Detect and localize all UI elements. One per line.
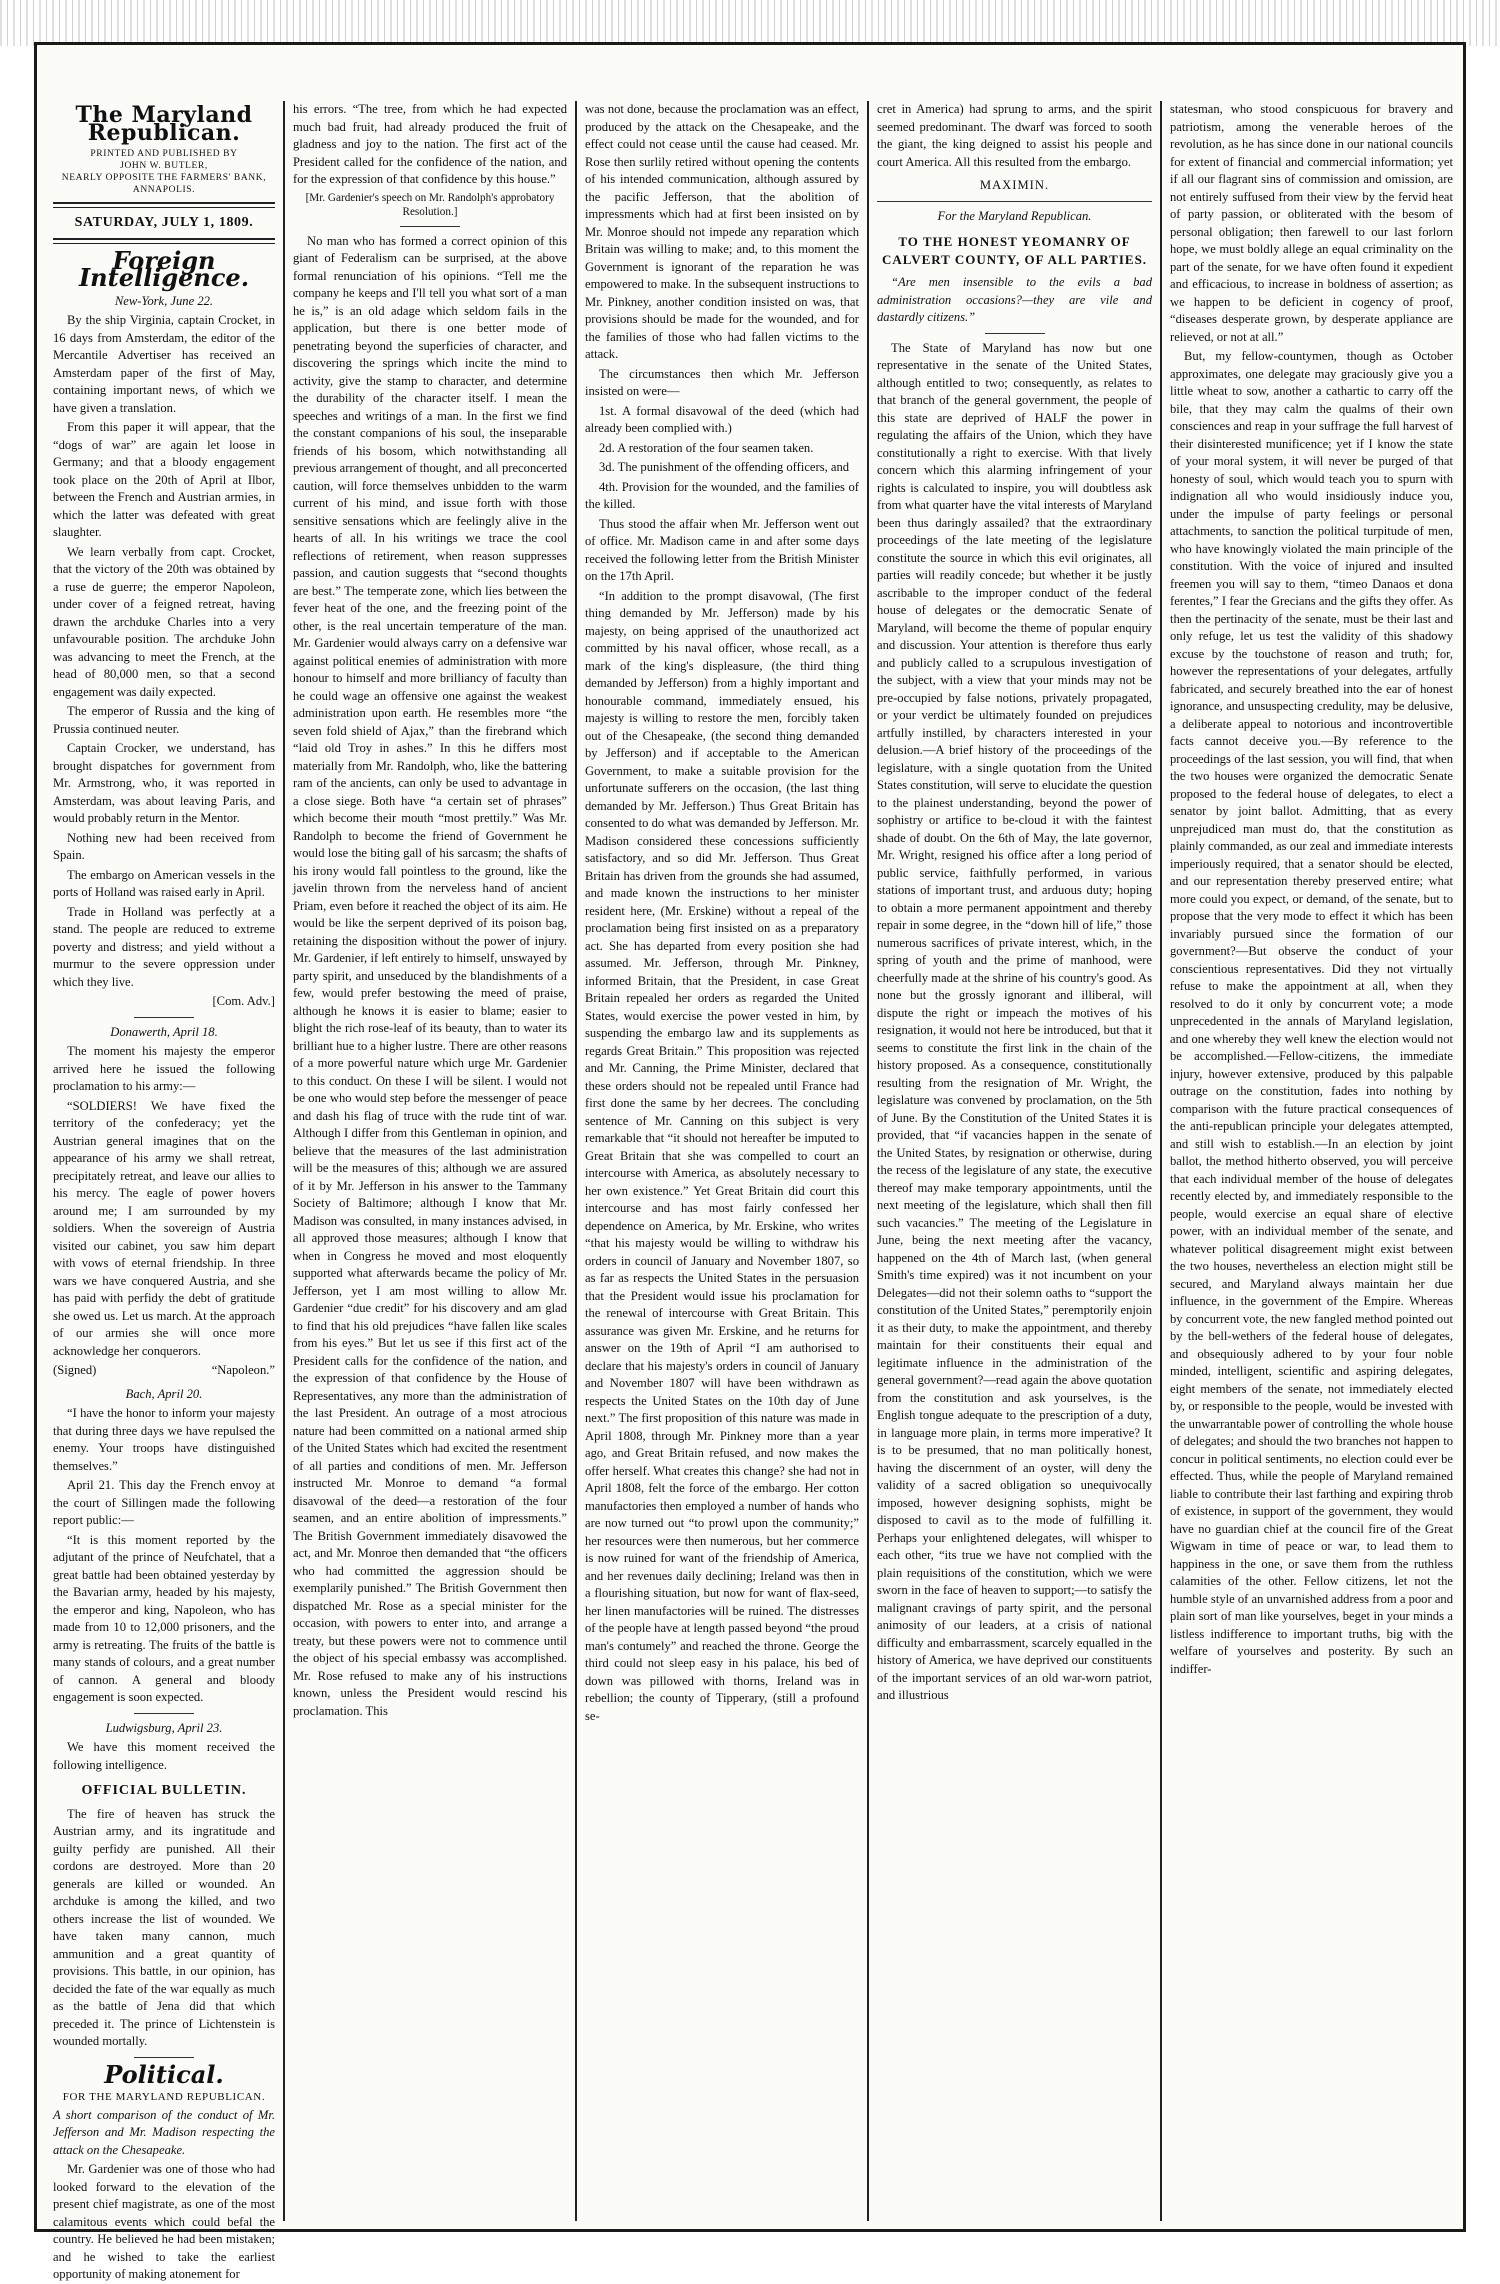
- speech-citation: [Mr. Gardenier's speech on Mr. Randolph's approbatory Resolution.]: [305, 191, 555, 218]
- paragraph: From this paper it will appear, that the “dogs of war” are again let loose in Germany; and that a bloody engagement took place on the 20th of April at Ilbor, between the French and Austrian armies, in which the latter was defeated with great slaughter.: [53, 420, 275, 539]
- paragraph: By the ship Virginia, captain Crocket, in 16 days from Amsterdam, the editor of the Mercantile Advertiser has received an Amsterdam paper of the first of May, containing important news, of which we have given a translation.: [53, 313, 275, 415]
- double-rule: [53, 238, 275, 244]
- paragraph: But, my fellow-countymen, though as October approximates, one delegate may graciously give you a little wheat to sow, another a cathartic to carry off the bile, that they may calm the qualms of their own consciences and reap in your suffrage the full harvest of their disinterested munificence; yet if I know the state of your moral system, it will never be purged of that honesty of soul, which would teach you to spurn with indignation all who would insidiously induce you, under the impulse of party feelings or personal attachments, to sanction the political turpitude of men, who have knowingly violated the main principle of the constitution. With the voice of injured and insulted freemen you will say to them, “timeo Danaos et dona ferentes,” I fear the Grecians and the gifts they offer. As then the pertinacity of the senate, must be their last and only refuge, let us test the validity of this shadowy excuse by the touchstone of reason and truth; for, however the representations of your delegates, artfully fabricated, and securely breathed into the ear of honest ignorance, and unsuspecting credulity, may be delusive, a deliberate appeal to notorious and incontrovertible facts cannot deceive you.—By reference to the proceedings of the last session, you will find, that when the two houses were organized the democratic Senate proposed to the federal house of delegates, to elect a senator by joint ballot. Admitting, that as every unprejudiced man must do, that the constitution as plainly commanded, as our zeal and immediate interests imperiously required, that a senator should be elected, and our representation thereby preserved entire; what more could you expect, or demand, of the senate, but to propose that the very mode to effect it which has been invariably pursued since the formation of our government?—But observe the conduct of your conscientious representatives. Did they not virtually refuse to make the appointment at all, when they resolved to do it only by concurrent vote; a mode unprecedented in the annals of Maryland legislation, and one whereby they well knew the election would not be accomplished.—Fellow-citizens, the immediate injury, however extensive, produced by this palpable outrage on the constitution, fades into nothing by comparison with the future practical consequences of the anti-republican principle your delegates attempted, and still wish to establish.—In an election by joint ballot, the method hitherto observed, you will perceive that each individual member of the house of delegates recently elected by, and immediately responsible to the people, would exercise an equal share of elective power, with an individual member of the senate, and whatever political disagreement might exist between the two houses, nevertheless an election might still be secured, and Maryland always maintain her due influence, in the government of the Empire. Whereas by concurrent vote, the new fangled method pointed out by the bell-wethers of the federal house of delegates, and obsequiously adhered to by your four noble minded, intelligent, scientific and aspiring delegates, eight members of the senate, not immediately elected by, or responsible to the people, would be invested with the unwarrantable power of controlling the whole house of delegates; and should the two branches not happen to concur in political sentiments, no election could ever be effected. Thus, while the people of Maryland remained liable to contribute their last farthing and expiring throb of existence, in support of the government, they would have no guardian chief at the council fire of the Great Wigwam in time of peace or war, to lead them to happiness in the one, or save them from the ruthless calamities of the other. Fellow citizens, let not the humble style of an unvarnished address from a poor and plain sort of man like yourselves, beget in your minds a listless indifference to important truths, big with the welfare of yourselves and posterity. By such an indiffer-: [1170, 349, 1453, 1676]
- paragraph: “I have the honor to inform your majesty that during three days we have repulsed the enemy. Your troops have distinguished themselves.”: [53, 1406, 275, 1473]
- paragraph: was not done, because the proclamation was an effect, produced by the attack on the Chesapeake, and the effect could not cease until the cause had ceased. Mr. Rose then surlily retired without opening the contents of his intended communication, although assured by the pacific Jefferson, that the abolition of impressments which had at first been insisted on by Mr. Monroe should not impede any reparation which Britain was willing to make; and, to this moment the Government is ignorant of the reparation he was empowered to make. In the subsequent instructions to Mr. Pinkney, another condition insisted on was, that provisions should be made for the wounded, and for the families of those who had fallen victims to the attack.: [585, 102, 859, 361]
- signed-label: (Signed): [53, 1363, 97, 1377]
- bulletin-heading: OFFICIAL BULLETIN.: [81, 1783, 247, 1798]
- double-rule: [53, 202, 275, 208]
- paragraph: We have this moment received the following intelligence.: [53, 1740, 275, 1772]
- paragraph: The circumstances then which Mr. Jefferson insisted on were—: [585, 366, 859, 398]
- paragraph: No man who has formed a correct opinion of this giant of Federalism can be surprised, at the above formal renunciation of his opinions. “Tell me the company he keeps and I'll tell you what sort of a man he is,” is an old adage which seldom fails in the application, but there is one better mode of penetrating beyond the superficies of character, and discovering the springs which incite the mind to activity, give the stamp to character, and determine the durability of the character itself. I mean the speeches and writings of a man. In the first we find the constant companions of his soul, the inseparable friends of his bosom, which notwithstanding all previous arrangement of thought, and all preconcerted caution, will force themselves unbidden to the warm current of his mind, and issue forth with those sensitive sensations which are feelingly alive in the hearts of all. In his writings we trace the cool reflections of retirement, when reason suppresses passion, and caution suggests that “second thoughts are best.” The temperate zone, which lies between the fever heat of the one, and the freezing point of the other, is the real uncertain temperature of the man. Mr. Gardenier would always carry on a defensive war against political enemies of administration with more honour to himself and more brilliancy of faculty than he could wage an offensive one against the weakest administration upon earth. He resembles more “the seven fold shield of Ajax,” than the firebrand which “laid old Troy in ashes.” In this he differs most materially from Mr. Randolph, who, like the battering ram of the ancients, can only be used to advantage in a close siege. Both have “a certain set of phrases” which become their mouth “most prettily.” Was Mr. Randolph to become the friend of Government he would lose the biting gall of his sarcasm; the shafts of his irony would fall pointless to the ground, like the javelin thrown from the nerveless hand of ancient Priam, even before it reached the object of its aim. He would be like the serpent deprived of its poison bag, retaining the disposition without the power of injury. Mr. Gardenier, if left entirely to himself, unswayed by party spirit, and unseduced by the blandishments of a few, would prefer bestowing the meed of praise, although he knows it is easier to blame; easier to blight the rich rose-leaf of its beauty, than to water its brilliant hue to a higher lustre. There are other reasons of a more powerful nature which urge Mr. Gardenier to this conduct. On these I will be silent. I would not be one who would step before the messenger of peace and dash his flag of truce with the rude tint of war. Although I differ from this Gentleman in opinion, and believe that the measures of the last administration will be the measures of this; although we are assured of it by Mr. Jefferson in his answer to the Tammany Society of Baltimore; although I know that Mr. Madison was consulted, in many instances advised, in all approved those measures; although I know that when in Congress he moved and most eloquently supported what afterwards became the policy of Mr. Jefferson, yet I am most willing to allow Mr. Gardenier “due credit” for his discovery and am glad to find that his old prejudices “have fallen like scales from his eyes.” But let us see if this first act of the President calls for the confidence of the nation, and the expression of that confidence by the House of Representatives, any more than the administration of the last President. An outrage of a most atrocious nature had been committed on a national armed ship of the United States which had excited the resentment of all parties and conditions of men. Mr. Jefferson instructed Mr. Monroe to demand “a formal disavowal of the deed—a restoration of the four seamen, and an entire abolition of impressments.” The British Government immediately disavowed the act, and Mr. Monroe then demanded that “the officers who had committed the aggression should be exemplarily punished.” The British Government then dispatched Mr. Rose as a special minister for the occasion, with powers to enter into, and arrange a treaty, but these powers were not to commence until the object of his special embassy was accomplished. Mr. Rose refused to make any of his instructions known, unless the President would rescind his proclamation. This: [293, 233, 567, 1718]
- list-item: 3d. The punishment of the offending officers, and: [599, 460, 850, 474]
- imprint-line-2: JOHN W. BUTLER,: [120, 161, 208, 171]
- imprint-line-1: PRINTED AND PUBLISHED BY: [90, 149, 238, 159]
- source-credit: [Com. Adv.]: [212, 994, 275, 1008]
- separator-rule: [985, 333, 1045, 334]
- paragraph: statesman, who stood conspicuous for bravery and patriotism, among the venerable heroes of the revolution, as he has since done in our national councils for extent of financial and commercial information; yet if all our flagrant sins of commission and omission, are not entirely suffused from their view by the fervid heat of party passion, or obliterated with the besom of personal obligation; then farewell to our last forlorn hope, we must boldly allege an equal criminality on the part of the senate, for we have often found it expedient and efficacious, to increase in boldness of assertion; as we happen to be deficient in cogency of proof, “diseases desperate grown, by desperate appliance are relieved, or not at all.”: [1170, 102, 1453, 344]
- dateline: Ludwigsburg, April 23.: [105, 1720, 223, 1735]
- masthead: The Maryland Republican.: [75, 102, 253, 146]
- column-3: [577, 101, 869, 2221]
- paragraph: “It is this moment reported by the adjutant of the prince of Neufchatel, that a great battle had been obtained yesterday by the Bavarian army, headed by his majesty, the emperor and king, Napoleon, who has made from 10 to 12,000 prisoners, and the army is retreating. The fruits of the battle is many stands of colours, and a great number of cannon. A general and bloody engagement is soon expected.: [53, 1532, 275, 1704]
- paragraph: The fire of heaven has struck the Austrian army, and its ingratitude and guilty perfidy are punished. All their cordons are destroyed. More than 20 generals are killed or wounded. An archduke is among the killed, and two others increase the list of wounded. We have taken many cannon, much ammunition and a great quantity of provisions. This battle, in our opinion, has decided the fate of the war equally as much as the battle of Jena did that which preceded it. The prince of Lichtenstein is wounded mortally.: [53, 1806, 275, 2048]
- paragraph: We learn verbally from capt. Crocket, that the victory of the 20th was obtained by a ruse de guerre; the emperor Napoleon, under cover of a feigned retreat, having drawn the archduke Charles into a very unfavourable position. The archduke John was advancing to meet the French, at the head of 80,000 men, so that a second engagement was daily expected.: [53, 544, 275, 699]
- column-5: [1162, 101, 1461, 2221]
- paragraph: The moment his majesty the emperor arrived here he issued the following proclamation to his army:—: [53, 1044, 275, 1093]
- list-item: 1st. A formal disavowal of the deed (which had already been complied with.): [585, 403, 859, 435]
- epigraph: “Are men insensible to the evils a bad administration occasions?—they are vile and dastardly citizens.”: [877, 275, 1152, 324]
- signature-maximin: MAXIMIN.: [979, 178, 1050, 192]
- paragraph: Mr. Gardenier was one of those who had looked forward to the elevation of the present chief magistrate, as one of the most calamitous events which could befal the country. He believed he had been mistaken; and he wished to take the earliest opportunity of making atonement for: [53, 2162, 275, 2281]
- scan-edge-noise: [0, 0, 1500, 46]
- paragraph: cret in America) had sprung to arms, and the spirit seemed predominant. The dwarf was forced to sooth the giant, the king deigned to assist his people and court America. All this resulted from the embargo.: [877, 102, 1152, 169]
- dateline: New-York, June 22.: [114, 293, 214, 308]
- paragraph: Captain Crocker, we understand, has brought dispatches for government from Mr. Armstrong, who, it was reported in Amsterdam, was about leaving Paris, and would probably return in the Mentor.: [53, 741, 275, 825]
- paragraph: Trade in Holland was perfectly at a stand. The people are reduced to extreme poverty and distress; and yield without a murmur to the severe oppression under which they live.: [53, 904, 275, 989]
- for-line: For the Maryland Republican.: [937, 208, 1092, 223]
- paragraph: The embargo on American vessels in the ports of Holland was raised early in April.: [53, 867, 275, 899]
- separator-rule: [134, 1713, 194, 1714]
- list-item: 4th. Provision for the wounded, and the families of the killed.: [585, 479, 859, 511]
- separator-rule: [400, 226, 460, 227]
- signature-line: [53, 1362, 275, 1380]
- paragraph: his errors. “The tree, from which he had expected much bad fruit, had already produced the fruit of gladness and joy to the nation. The first act of the President called for the confidence of the nation, and for the expression of that confidence by this house.”: [293, 102, 567, 186]
- article-subtitle: A short comparison of the conduct of Mr. Jefferson and Mr. Madison respecting the attack on the Chesapeake.: [53, 2107, 275, 2157]
- section-title-foreign: Foreign Intelligence.: [78, 245, 250, 292]
- column-2: [285, 101, 577, 2221]
- column-4: [869, 101, 1162, 2221]
- issue-date: SATURDAY, JULY 1, 1809.: [74, 215, 254, 230]
- separator-rule: [134, 2057, 194, 2058]
- proclamation-text: “SOLDIERS! We have fixed the territory of the confederacy; yet the Austrian general imagines that on the appearance of his army we shall retreat, precipitately retreat, and leave our allies to his mercy. The eagle of power hovers around me; I am surrounded by my soldiers. When the sovereign of Austria visited our cabinet, you saw him depart with vows of eternal friendship. In three wars we have conquered Austria, and she has paid with perfidy the debt of gratitude she owed us. Let us march. At the approach of our armies she will once more acknowledge her conquerors.: [53, 1098, 275, 1358]
- separator-rule: [134, 1017, 194, 1018]
- dateline: Donawerth, April 18.: [110, 1024, 218, 1039]
- separator-rule: [877, 201, 1152, 202]
- address-title: TO THE HONEST YEOMANRY OF CALVERT COUNTY, OF ALL PARTIES.: [881, 234, 1148, 267]
- for-line: FOR THE MARYLAND REPUBLICAN.: [62, 2091, 266, 2103]
- paragraph: The State of Maryland has now but one representative in the senate of the United States, although entitled to two; consequently, as relates to that branch of the general government, the people of this state are deprived of HALF the power in regulating the affairs of the Union, which they have constitutionally a right to exercise. With that lively concern which this alarming infringement of your rights is calculated to inspire, you will doubtless ask from what quarter have the vital interests of Maryland been thus daringly assailed? that the extraordinary proceedings of the late meeting of the legislature constitute the source in which this evil originates, all parties will readily concede; but whether it be justly ascribable to the improper conduct of the federal house of delegates or the democratic Senate of Maryland, will become the theme of popular enquiry and discussion. Your attention is therefore thus early and publicly called to a scrupulous investigation of the subject, with a view that your minds may not be pre-occupied by false notions, privately propagated, or your verdict be ultimately founded on prejudices artfully instilled, by characters interested in your delusion.—A brief history of the proceedings of the legislature, with a single quotation from the United States constitution, will serve to elucidate the question to the plainest understanding, beyond the power of sophistry or artifice to be-cloud it with the faintest shade of doubt. On the 6th of May, the late governor, Mr. Wright, resigned his office after a long period of public service, faithfully performed, in various stations of important trust, and arduous duty; hoping to obtain a more permanent appointment and thereby repair in some degree, in the “down hill of life,” those numerous sacrifices of private interest, which, in the spring of youth and the prime of manhood, were cheerfully made at the shrine of his country's good. As none but the grossly ignorant and illiberal, will dispute the right or impeach the motives of his resignation, it would not here be introduced, but that it seems to constitute the first link in the chain of the history proposed. As a consequence, constitutionally resulting from the resignation of Mr. Wright, the legislature was convened by proclamation, on the 5th of June. By the Constitution of the United States it is provided, that “if vacancies happen in the senate of the United States, by resignation or otherwise, during the recess of the legislature of any state, the executive thereof may make temporary appointments, until the next meeting of the legislature, which shall then fill such vacancies.” The meeting of the Legislature in June, being the next meeting after the vacancy, happened on the 4th of March last, (when general Smith's time expired) was it not incumbent on your Delegates—did not their solemn oaths to “support the constitution of the United States,” peremptorily enjoin it as their duty, to make the appointment, and thereby maintain for their constituents their equal and legitimate influence in the administration of the general government?—read again the above quotation from the constitution and ask yourselves, is the English tongue adequate to the prescription of a duty, in language more plain, in terms more imperative? It is to be presumed, that no man politically honest, having the discernment of an oyster, will deny the validity of a sacred obligation so unequivocally imposed, however designing sophists, might be disposed to cavil as to the mode of fulfilling it. Perhaps your enlightened delegates, will whisper to each other, “its true we have not complied with the plain requisitions of the constitution, which we were sworn in the face of heaven to support;—to satisfy the malignant cravings of party spirit, and the personal animosity of our leaders, at a crisis of national difficulty and embarrassment, scarcely equalled in the history of America, we have deprived our constituents of the important services of an old war-worn patriot, and illustrious: [877, 340, 1152, 1702]
- imprint-line-3: NEARLY OPPOSITE THE FARMERS' BANK, ANNAPOLIS.: [61, 173, 267, 195]
- dateline: Bach, April 20.: [125, 1386, 203, 1401]
- section-title-political: Political.: [104, 2059, 224, 2089]
- list-item: 2d. A restoration of the four seamen taken.: [599, 440, 814, 455]
- paragraph: Nothing new had been received from Spain.: [53, 830, 275, 862]
- paragraph: “In addition to the prompt disavowal, (The first thing demanded by Mr. Jefferson) made by his majesty, on being apprised of the unauthorized act committed by his naval officer, whose recall, as a mark of the king's displeasure, (the third thing demanded by Jefferson) from a highly important and honourable command, immediately ensued, his majesty is willing to restore the men, forcibly taken out of the Chesapeake, (the second thing demanded by Jefferson) and if acceptable to the American Government, to make a suitable provision for the unfortunate sufferers on the occasion, (the last thing demanded by Mr. Jefferson.) Thus Great Britain has consented to do what was demanded by Jefferson. Mr. Madison considered these concessions sufficiently satisfactory, and so did Mr. Jefferson. Thus Great Britain has driven from the grounds she had assumed, and made known the instructions to her minister resident here, (Mr. Erskine) without a repeal of the proclamation being first insisted on as a preparatory act. She has departed from every position she had assumed. Mr. Jefferson, through Mr. Pinkney, informed Britain, that the President, in case Great Britain repealed her orders as regarded the United States, would exercise the power vested in him, by suspending the embargo law and its supplements as regards Great Britain.” This proposition was rejected and Mr. Canning, the Prime Minister, declared that these orders should not be repealed until France had first done the same by her decrees. The concluding sentence of Mr. Canning on this subject is very remarkable that “it should not hereafter be imputed to Great Britain that she was compelled to court an intercourse with America, as absolutely necessary to her own existence.” Yet Great Britain did court this intercourse and has most fairly confessed her dependence on America, by Mr. Erskine, who writes “that his majesty would be willing to withdraw his orders in council of January and November 1807, so as far as respects the United States in the persuasion that the President would issue his proclamation for the renewal of intercourse with Great Britain. This assurance was given Mr. Erskine, and he returns for answer on the 19th of April “I am authorised to declare that his majesty's orders in council of January and November 1807 will have been withdrawn as respects the United States on the 10th day of June next.” The first proposition of this nature was made in April 1808, through Mr. Pinkney more than a year ago, and Great Britain refused, and now makes the offer herself. What creates this change? she had not in April 1808, felt the force of the embargo. Her cotton manufactories then employed a number of hands who are now turned out “to prowl upon the community;” her resources were then numerous, but her commerce is now ruined for want of the friendship of America, and her revenues daily declining; Ireland was then in a flourishing situation, but now for want of flax-seed, her linen manufactories will be ruined. The distresses of the people have at length passed beyond “the proud man's contumely” and reached the throne. George the third could not sleep easy in his palace, his bed of down was pillowed with thorns, Ireland was in rebellion; the county of Tipperary, (still a profound se-: [585, 588, 859, 1723]
- signature-napoleon: “Napoleon.”: [211, 1363, 275, 1377]
- column-grid: [45, 101, 1455, 2281]
- paragraph: Thus stood the affair when Mr. Jefferson went out of office. Mr. Madison came in and after some days received the following letter from the British Minister on the 17th April.: [585, 516, 859, 583]
- paragraph: April 21. This day the French envoy at the court of Sillingen made the following report public:—: [53, 1478, 275, 1527]
- column-1: [45, 101, 285, 2281]
- paragraph: The emperor of Russia and the king of Prussia continued neuter.: [53, 704, 275, 736]
- newspaper-page: [34, 42, 1466, 2281]
